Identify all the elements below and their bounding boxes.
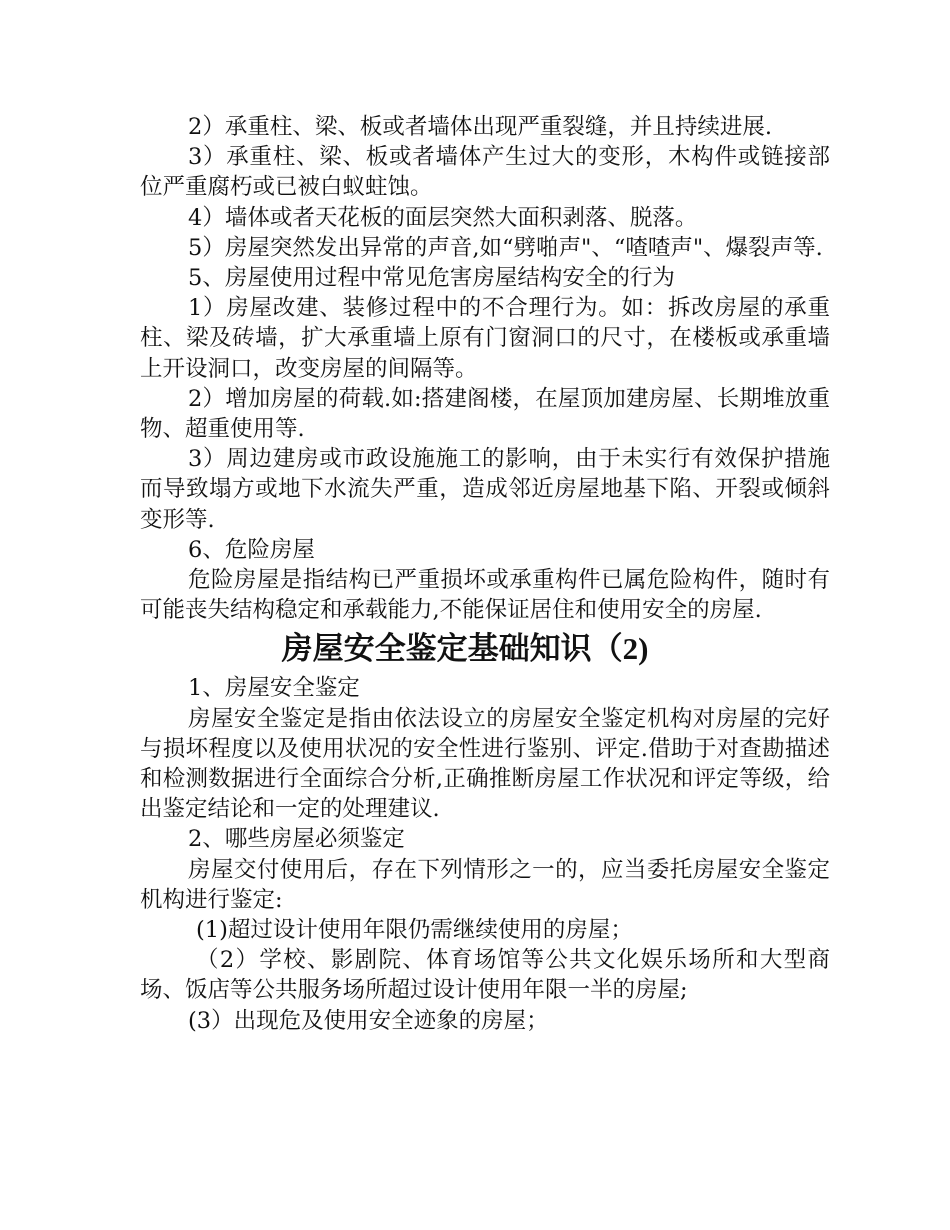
page-title bbox=[140, 625, 830, 673]
section-heading: 6、危险房屋 bbox=[188, 536, 315, 563]
list-item: （2）学校、影剧院、体育场馆等公共文化娱乐场所和大型商场、饭店等公共服务场所超过设计使用年限一半的房屋; bbox=[140, 947, 830, 1004]
section-heading: 1、房屋安全鉴定 bbox=[188, 675, 360, 702]
list-item: (3）出现危及使用安全迹象的房屋； bbox=[188, 1007, 549, 1034]
paragraph: 3）周边建房或市政设施施工的影响，由于未实行有效保护措施而导致塌方或地下水流失严重，造成邻近房屋地基下陷、开裂或倾斜变形等. bbox=[140, 446, 830, 533]
page-title-number: 2) bbox=[622, 631, 649, 667]
paragraph: 1）房屋改建、装修过程中的不合理行为。如：拆改房屋的承重柱、梁及砖墙，扩大承重墙上原有门窗洞口的尺寸，在楼板或承重墙上开设洞口，改变房屋的间隔等。 bbox=[140, 295, 830, 382]
paragraph: 危险房屋是指结构已严重损坏或承重构件已属危险构件，随时有可能丧失结构稳定和承载能力,不能保证居住和使用安全的房屋. bbox=[140, 567, 830, 624]
document-page bbox=[140, 112, 830, 1036]
paragraph: 2）承重柱、梁、板或者墙体出现严重裂缝，并且持续进展. bbox=[188, 114, 772, 140]
paragraph: 房屋交付使用后，存在下列情形之一的，应当委托房屋安全鉴定机构进行鉴定: bbox=[140, 856, 830, 913]
section-heading: 2、哪些房屋必须鉴定 bbox=[188, 826, 405, 853]
paragraph: 3）承重柱、梁、板或者墙体产生过大的变形，木构件或链接部位严重腐朽或已被白蚁蛀蚀。 bbox=[140, 144, 830, 201]
paragraph: 房屋安全鉴定是指由依法设立的房屋安全鉴定机构对房屋的完好与损坏程度以及使用状况的安全性进行鉴别、评定.借助于对查勘描述和检测数据进行全面综合分析,正确推断房屋工作状况和评定等级，给出鉴定结论和一定的处理建议. bbox=[140, 705, 830, 823]
paragraph: 4）墙体或者天花板的面层突然大面积剥落、脱落。 bbox=[188, 204, 698, 231]
paragraph: 5）房屋突然发出异常的声音,如“劈啪声"、“喳喳声"、爆裂声等. bbox=[188, 234, 823, 261]
section-heading: 5、房屋使用过程中常见危害房屋结构安全的行为 bbox=[188, 265, 675, 292]
page-title-text: 房屋安全鉴定基础知识（ bbox=[281, 631, 623, 668]
list-item: (1)超过设计使用年限仍需继续使用的房屋； bbox=[196, 917, 633, 944]
paragraph: 2）增加房屋的荷载.如:搭建阁楼，在屋顶加建房屋、长期堆放重物、超重使用等. bbox=[140, 385, 830, 443]
